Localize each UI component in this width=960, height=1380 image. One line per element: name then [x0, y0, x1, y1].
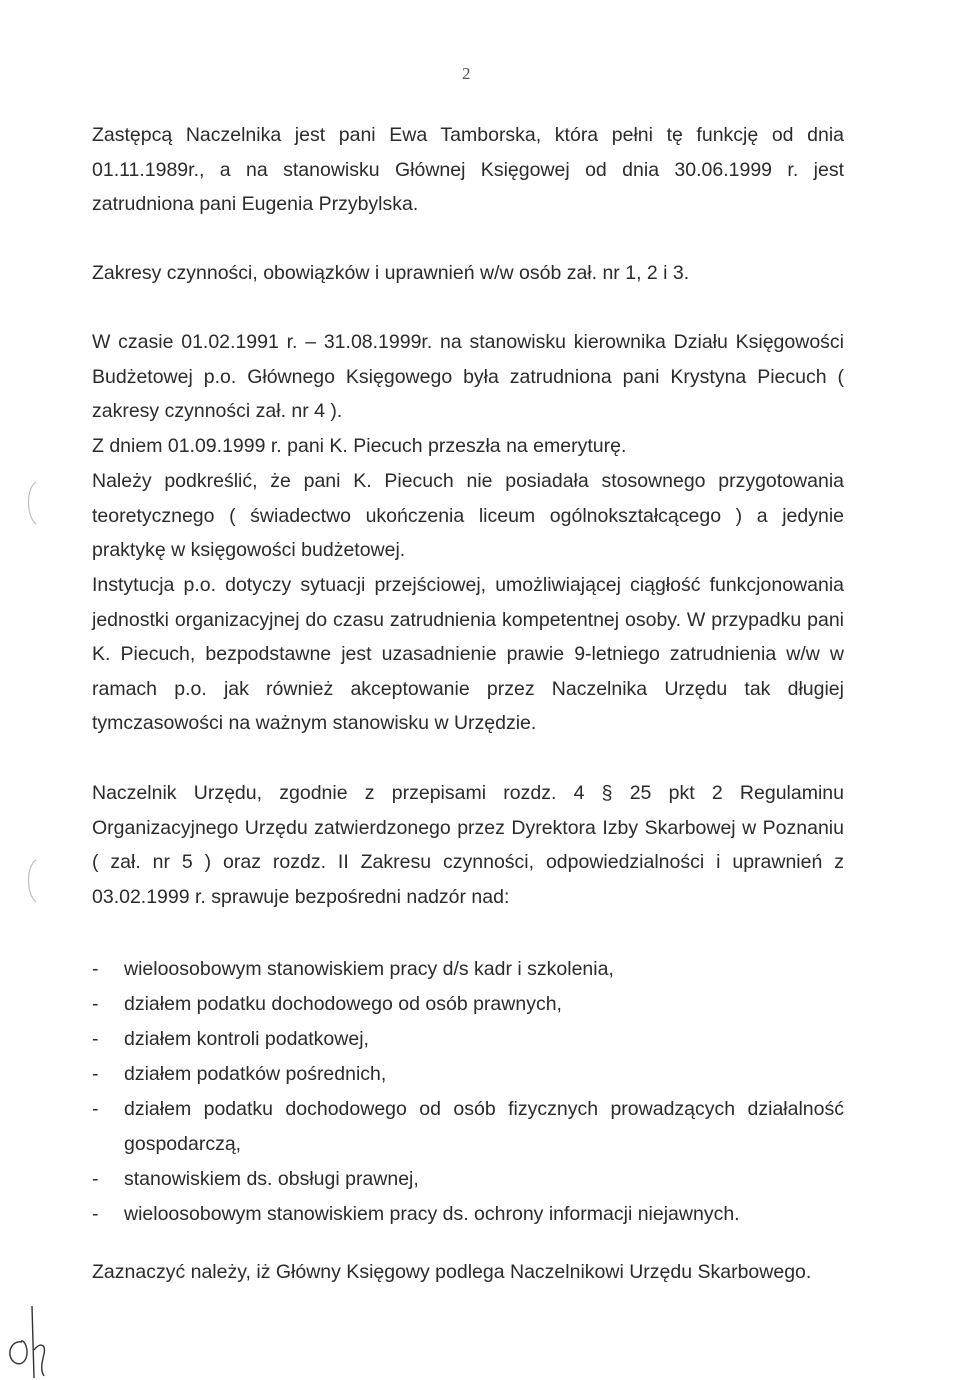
paragraph-text: Zakresy czynności, obowiązków i uprawnień w/w osób zał. nr 1, 2 i 3.	[92, 262, 690, 284]
list-item	[92, 1092, 844, 1162]
list-item-text: działem podatków pośrednich,	[124, 1063, 387, 1085]
list-item-text: wieloosobowym stanowiskiem pracy d/s kadr i szkolenia,	[124, 958, 614, 980]
paragraph-deputy-head	[92, 118, 844, 222]
paragraph-scope-reference	[92, 256, 844, 291]
list-dash: -	[92, 958, 99, 980]
paragraph-text: Instytucja p.o. dotyczy sytuacji przejściowej, umożliwiającej ciągłość funkcjonowania jednostki organizacyjnej do czasu zatrudnienia kompetentnej osoby. W przypadku pani K. Piecuch, bezpodstawne jest uzasadnienie prawie 9-letniego zatrudnienia w/w w ramach p.o. jak również akceptowanie przez Naczelnika Urzędu tak długiej tymczasowości na ważnym stanowisku w Urzędzie.	[92, 574, 844, 734]
list-item-text: działem podatku dochodowego od osób fizycznych prowadzących działalność gospodarczą,	[124, 1098, 844, 1155]
list-item	[92, 1162, 844, 1197]
list-item	[92, 1197, 844, 1232]
page-number: 2	[462, 64, 471, 83]
list-item-text: działem kontroli podatkowej,	[124, 1028, 369, 1050]
paragraph-retirement	[92, 429, 844, 464]
list-dash: -	[92, 1063, 99, 1085]
punch-hole-mark	[20, 858, 40, 904]
paragraph-acting-position	[92, 568, 844, 741]
paragraph-text: W czasie 01.02.1991 r. – 31.08.1999r. na stanowisku kierownika Działu Księgowości Budżetowej p.o. Głównego Księgowego była zatrudniona pani Krystyna Piecuch ( zakresy czynności zał. nr 4 ).	[92, 331, 844, 422]
list-item-text: stanowiskiem ds. obsługi prawnej,	[124, 1168, 419, 1190]
paragraph-supervision	[92, 776, 844, 914]
paragraph-qualifications	[92, 464, 844, 568]
paragraph-text: Z dniem 01.09.1999 r. pani K. Piecuch przeszła na emeryturę.	[92, 435, 627, 457]
list-item-text: wieloosobowym stanowiskiem pracy ds. ochrony informacji niejawnych.	[124, 1203, 740, 1225]
list-item	[92, 1022, 844, 1057]
paragraph-text: Należy podkreślić, że pani K. Piecuch nie posiadała stosownego przygotowania teoretycznego ( świadectwo ukończenia liceum ogólnokształcącego ) a jedynie praktykę w księgowości budżetowej.	[92, 470, 844, 561]
list-item	[92, 987, 844, 1022]
list-dash: -	[92, 1028, 99, 1050]
paragraph-text: Zastępcą Naczelnika jest pani Ewa Tamborska, która pełni tę funkcję od dnia 01.11.1989r., a na stanowisku Głównej Księgowej od dnia 30.06.1999 r. jest zatrudniona pani Eugenia Przybylska.	[92, 124, 844, 215]
list-dash: -	[92, 1203, 99, 1225]
punch-hole-mark	[20, 480, 40, 526]
list-dash: -	[92, 1168, 99, 1190]
list-item	[92, 1057, 844, 1092]
paragraph-text: Naczelnik Urzędu, zgodnie z przepisami rozdz. 4 § 25 pkt 2 Regulaminu Organizacyjnego Urzędu zatwierdzonego przez Dyrektora Izby Skarbowej w Poznaniu ( zał. nr 5 ) oraz rozdz. II Zakresu czynności, odpowiedzialności i uprawnień z 03.02.1999 r. sprawuje bezpośredni nadzór nad:	[92, 782, 844, 908]
list-item	[92, 952, 844, 987]
list-dash: -	[92, 993, 99, 1015]
supervised-units-list	[92, 952, 844, 1232]
paragraph-chief-accountant	[92, 1255, 844, 1290]
paragraph-budget-accounting	[92, 325, 844, 429]
paragraph-text: Zaznaczyć należy, iż Główny Księgowy podlega Naczelnikowi Urzędu Skarbowego.	[92, 1261, 812, 1283]
list-item-text: działem podatku dochodowego od osób prawnych,	[124, 993, 562, 1015]
handwritten-initials	[0, 1300, 64, 1380]
list-dash: -	[92, 1098, 99, 1120]
